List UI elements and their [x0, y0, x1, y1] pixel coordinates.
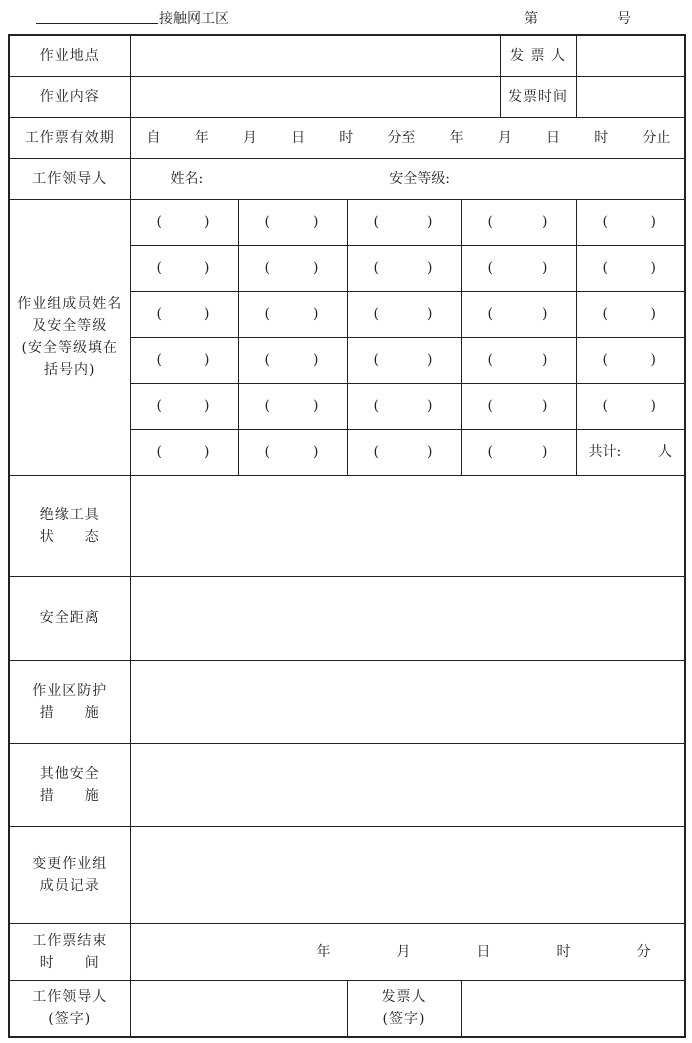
paren-open: ( [602, 306, 608, 322]
unit-blank-line [36, 23, 158, 24]
member-cell[interactable] [238, 429, 347, 475]
paren-open: ( [487, 444, 493, 460]
member-cell[interactable] [576, 337, 685, 383]
member-cell[interactable] [576, 199, 685, 245]
paren-close: ) [542, 444, 548, 460]
other-measures-field[interactable] [130, 743, 685, 826]
end-time-label-line: 工作票结束 [32, 932, 108, 949]
form-header [0, 0, 692, 34]
paren-close: ) [204, 306, 210, 322]
member-cell[interactable] [130, 429, 238, 475]
paren-close: ) [313, 260, 319, 276]
paren-open: ( [156, 214, 162, 230]
paren-open: ( [156, 306, 162, 322]
other-measures-label-line: 措 施 [39, 787, 100, 804]
member-cell[interactable] [130, 383, 238, 429]
end-day: 日 [476, 943, 491, 960]
validity-field[interactable] [130, 117, 685, 158]
leader-sign-label [9, 980, 130, 1037]
row-distance [9, 576, 685, 660]
paren-close: ) [427, 260, 433, 276]
member-cell[interactable] [238, 199, 347, 245]
paren-close: ) [542, 260, 548, 276]
member-cell[interactable] [347, 337, 461, 383]
protection-field[interactable] [130, 660, 685, 743]
paren-open: ( [373, 398, 379, 414]
member-cell[interactable] [461, 245, 576, 291]
paren-open: ( [487, 260, 493, 276]
end-month: 月 [396, 943, 411, 960]
member-cell[interactable] [461, 199, 576, 245]
issuer-signature-field[interactable] [461, 980, 685, 1037]
validity-minute-to: 分至 [387, 129, 416, 146]
row-member-changes [9, 826, 685, 923]
paren-close: ) [313, 398, 319, 414]
row-location [9, 35, 685, 76]
end-hour: 时 [556, 943, 571, 960]
validity-parts [131, 127, 685, 149]
paren-close: ) [204, 214, 210, 230]
paren-close: ) [542, 352, 548, 368]
member-changes-label [9, 826, 130, 923]
paren-close: ) [650, 352, 656, 368]
validity-year: 年 [194, 129, 209, 146]
leader-label: 工作领导人 [9, 158, 130, 199]
paren-open: ( [373, 214, 379, 230]
row-insulation [9, 475, 685, 576]
leader-parts [131, 168, 685, 190]
row-validity [9, 117, 685, 158]
paren-open: ( [602, 352, 608, 368]
paren-open: ( [373, 306, 379, 322]
paren-close: ) [204, 398, 210, 414]
paren-open: ( [487, 398, 493, 414]
paren-close: ) [204, 352, 210, 368]
ticket-no-prefix: 第 [524, 11, 538, 27]
end-time-label-line: 时 间 [39, 954, 100, 971]
member-cell[interactable] [347, 199, 461, 245]
row-signatures [9, 980, 685, 1037]
leader-grade-label: 安全等级: [389, 170, 450, 187]
member-cell[interactable] [238, 383, 347, 429]
paren-close: ) [427, 306, 433, 322]
paren-close: ) [313, 444, 319, 460]
content-label: 作业内容 [9, 76, 130, 117]
member-changes-label-line: 成员记录 [39, 877, 100, 894]
paren-close: ) [204, 260, 210, 276]
member-cell[interactable] [461, 337, 576, 383]
members-label-line: 作业组成员姓名 [17, 296, 123, 312]
paren-close: ) [542, 306, 548, 322]
paren-close: ) [313, 214, 319, 230]
end-time-field[interactable] [130, 923, 685, 980]
ticket-no-suffix: 号 [617, 11, 631, 27]
paren-close: ) [650, 306, 656, 322]
paren-open: ( [264, 306, 270, 322]
paren-open: ( [487, 214, 493, 230]
end-time-parts [131, 941, 685, 963]
member-cell[interactable] [130, 199, 238, 245]
validity-label: 工作票有效期 [9, 117, 130, 158]
member-cell[interactable] [576, 291, 685, 337]
member-changes-label-line: 变更作业组 [32, 855, 108, 872]
paren-close: ) [427, 214, 433, 230]
paren-close: ) [650, 214, 656, 230]
paren-open: ( [264, 444, 270, 460]
member-cell[interactable] [347, 245, 461, 291]
paren-open: ( [156, 260, 162, 276]
validity-day: 日 [291, 129, 306, 146]
validity-month: 月 [242, 129, 257, 146]
paren-open: ( [373, 444, 379, 460]
unit-label: 接触网工区 [159, 11, 229, 27]
insulation-label-line: 绝缘工具 [39, 506, 100, 523]
paren-open: ( [602, 398, 608, 414]
paren-close: ) [313, 352, 319, 368]
member-cell[interactable] [461, 383, 576, 429]
protection-label-line: 作业区防护 [32, 682, 108, 699]
paren-close: ) [542, 214, 548, 230]
end-minute: 分 [636, 943, 651, 960]
paren-close: ) [427, 398, 433, 414]
distance-field[interactable] [130, 576, 685, 660]
issuer-field[interactable] [576, 35, 685, 76]
leader-name-label: 姓名: [170, 170, 204, 187]
paren-open: ( [156, 352, 162, 368]
member-cell[interactable] [347, 383, 461, 429]
content-field[interactable] [130, 76, 500, 117]
member-cell[interactable] [461, 429, 576, 475]
member-cell[interactable] [347, 429, 461, 475]
validity-end-day: 日 [546, 129, 560, 146]
member-row [9, 199, 685, 245]
validity-end-year: 年 [449, 129, 464, 146]
insulation-label [9, 475, 130, 576]
row-other-measures [9, 743, 685, 826]
total-unit: 人 [658, 444, 672, 460]
paren-open: ( [487, 306, 493, 322]
issue-time-field[interactable] [576, 76, 685, 117]
member-total-cell[interactable] [576, 429, 685, 475]
member-cell[interactable] [238, 245, 347, 291]
validity-from: 自 [146, 129, 161, 146]
members-label-line: (安全等级填在 [21, 340, 118, 356]
row-content [9, 76, 685, 117]
end-year: 年 [316, 943, 331, 960]
issuer-label: 发 票 人 [500, 35, 576, 76]
paren-close: ) [650, 260, 656, 276]
other-measures-label-line: 其他安全 [39, 765, 100, 782]
issuer-sign-label-line: 发票人 [381, 989, 427, 1006]
member-cell[interactable] [347, 291, 461, 337]
members-label-line: 及安全等级 [32, 318, 108, 334]
member-cell[interactable] [130, 245, 238, 291]
paren-open: ( [264, 352, 270, 368]
paren-open: ( [373, 260, 379, 276]
row-leader [9, 158, 685, 199]
member-cell[interactable] [576, 245, 685, 291]
leader-field[interactable] [130, 158, 685, 199]
paren-close: ) [427, 444, 433, 460]
member-cell[interactable] [461, 291, 576, 337]
insulation-label-line: 状 态 [39, 528, 100, 545]
paren-open: ( [373, 352, 379, 368]
paren-close: ) [204, 444, 210, 460]
location-field[interactable] [130, 35, 500, 76]
validity-end-month: 月 [497, 129, 512, 146]
other-measures-label [9, 743, 130, 826]
protection-label-line: 措 施 [39, 704, 100, 721]
paren-open: ( [487, 352, 493, 368]
paren-open: ( [264, 214, 270, 230]
distance-label: 安全距离 [9, 576, 130, 660]
paren-open: ( [602, 214, 608, 230]
leader-signature-field[interactable] [130, 980, 347, 1037]
end-time-label [9, 923, 130, 980]
member-cell[interactable] [238, 337, 347, 383]
row-end-time [9, 923, 685, 980]
row-protection [9, 660, 685, 743]
member-changes-field[interactable] [130, 826, 685, 923]
location-label: 作业地点 [9, 35, 130, 76]
paren-close: ) [650, 398, 656, 414]
issuer-sign-label [347, 980, 461, 1037]
protection-label [9, 660, 130, 743]
paren-open: ( [264, 260, 270, 276]
leader-sign-label-line: 工作领导人 [32, 989, 108, 1006]
insulation-field[interactable] [130, 475, 685, 576]
paren-open: ( [156, 398, 162, 414]
issuer-sign-label-line: (签字) [382, 1011, 426, 1028]
paren-close: ) [542, 398, 548, 414]
member-cell[interactable] [576, 383, 685, 429]
paren-open: ( [602, 260, 608, 276]
validity-hour: 时 [339, 129, 354, 146]
paren-close: ) [313, 306, 319, 322]
member-cell[interactable] [130, 337, 238, 383]
paren-close: ) [427, 352, 433, 368]
leader-sign-label-line: (签字) [48, 1011, 92, 1028]
paren-open: ( [264, 398, 270, 414]
work-ticket-table [8, 34, 686, 1038]
validity-end-minute: 分止 [642, 129, 671, 146]
member-cell[interactable] [130, 291, 238, 337]
member-cell[interactable] [238, 291, 347, 337]
issue-time-label: 发票时间 [500, 76, 576, 117]
members-label [9, 199, 130, 475]
paren-open: ( [156, 444, 162, 460]
members-label-line: 括号内) [44, 362, 96, 378]
total-label: 共计: [588, 444, 622, 460]
validity-end-hour: 时 [594, 129, 609, 146]
